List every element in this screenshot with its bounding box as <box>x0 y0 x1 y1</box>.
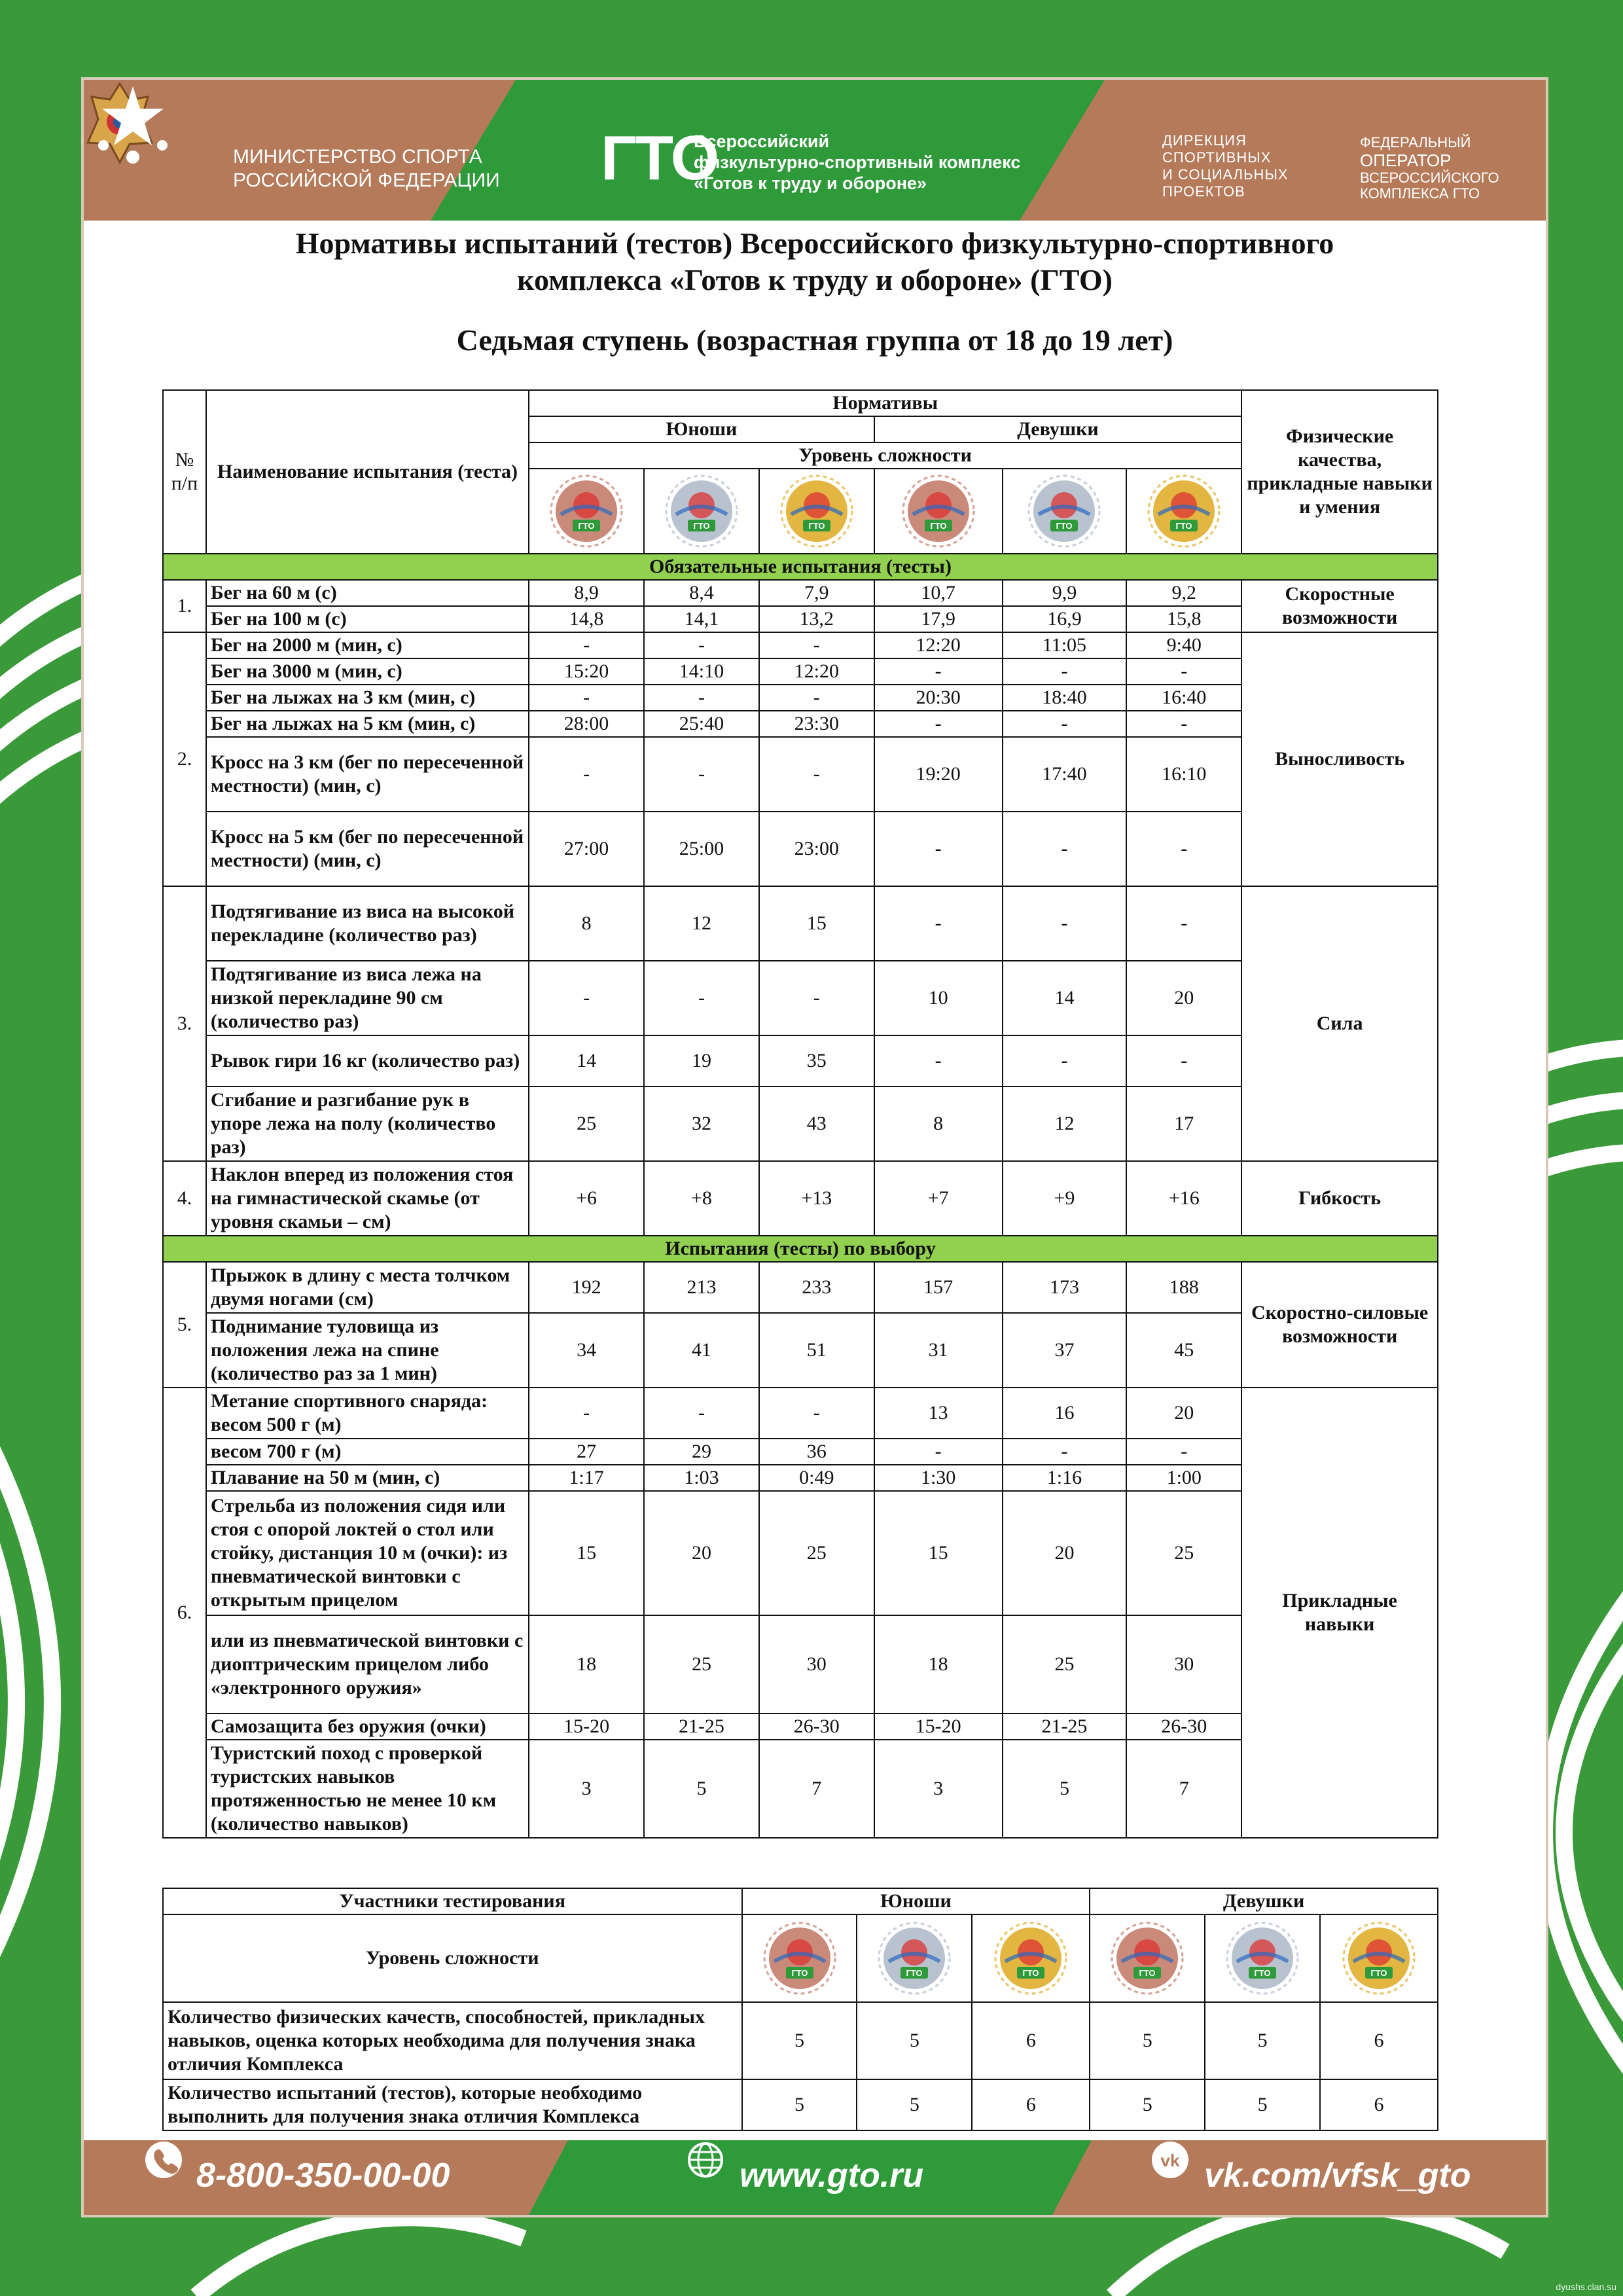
test-name: Бег на 2000 м (мин, с) <box>206 632 529 658</box>
test-name: Бег на 100 м (с) <box>206 606 529 632</box>
row-number: 2. <box>163 632 206 886</box>
norm-value: 51 <box>759 1313 874 1388</box>
test-name: Сгибание и разгибание рук в упоре лежа на полу (количество раз) <box>206 1086 529 1161</box>
norm-value: - <box>874 812 1003 886</box>
test-name: Плавание на 50 м (мин, с) <box>206 1465 529 1491</box>
norm-value: 25 <box>1126 1491 1241 1615</box>
norm-value: 20 <box>1126 961 1241 1035</box>
table-row <box>163 1388 1438 1439</box>
participants-header: Участники тестирования <box>163 1888 742 1914</box>
col-boys-header: Юноши <box>529 416 874 442</box>
table-row <box>163 1262 1438 1313</box>
summary-value: 5 <box>742 2079 857 2130</box>
summary-value: 5 <box>1090 2002 1205 2079</box>
norm-value: - <box>529 1388 644 1439</box>
gto-badge-icon <box>663 473 740 550</box>
norm-value: - <box>529 632 644 658</box>
norm-value: - <box>874 886 1003 961</box>
test-name: Бег на лыжах на 3 км (мин, с) <box>206 685 529 711</box>
norm-value: 12 <box>1003 1086 1127 1161</box>
gto-badge-icon <box>1145 473 1222 550</box>
gto-logo: ГТО <box>601 123 719 193</box>
norm-value: 19:20 <box>874 737 1003 812</box>
norm-value: 213 <box>644 1262 759 1313</box>
test-name: Кросс на 5 км (бег по пересеченной местности) (мин, с) <box>206 812 529 886</box>
table-row <box>163 632 1438 658</box>
norm-value: 17,9 <box>874 606 1003 632</box>
svg-text:ГТО: ГТО <box>1254 1968 1271 1978</box>
table-row <box>163 1161 1438 1236</box>
norm-value: 192 <box>529 1262 644 1313</box>
col-girls-header: Девушки <box>874 416 1241 442</box>
physical-quality: Прикладные навыки <box>1241 1388 1438 1838</box>
norm-value: 14,1 <box>644 606 759 632</box>
norm-value: 45 <box>1126 1313 1241 1388</box>
summary-value: 6 <box>1320 2002 1438 2079</box>
test-name: Поднимание туловища из положения лежа на спине (количество раз за 1 мин) <box>206 1313 529 1388</box>
summary-value: 6 <box>972 2079 1090 2130</box>
norm-value: 21-25 <box>1003 1713 1127 1740</box>
test-name: Бег на 60 м (с) <box>206 580 529 606</box>
summary-value: 6 <box>1320 2079 1438 2130</box>
col-quality-header: Физические качества, прикладные навыки и умения <box>1241 390 1438 554</box>
norm-value: - <box>1126 1035 1241 1086</box>
norm-value: - <box>1003 886 1127 961</box>
norm-value: 10,7 <box>874 580 1003 606</box>
norm-value: 1:00 <box>1126 1465 1241 1491</box>
poster-sheet <box>84 80 1546 2215</box>
norm-value: 188 <box>1126 1262 1241 1313</box>
norm-value: +7 <box>874 1161 1003 1236</box>
norm-value: 18:40 <box>1003 685 1127 711</box>
norm-value: - <box>874 1439 1003 1465</box>
norm-value: 25 <box>529 1086 644 1161</box>
summary-boys-header: Юноши <box>742 1888 1090 1914</box>
norm-value: 12 <box>644 886 759 961</box>
norm-value: - <box>1126 711 1241 737</box>
norm-value: +13 <box>759 1161 874 1236</box>
norm-value: 34 <box>529 1313 644 1388</box>
svg-text:vk: vk <box>1160 2151 1180 2170</box>
norm-value: 15-20 <box>529 1713 644 1740</box>
test-name: Самозащита без оружия (очки) <box>206 1713 529 1740</box>
norm-value: 14:10 <box>644 658 759 685</box>
norm-value: 5 <box>644 1740 759 1838</box>
norm-value: - <box>874 658 1003 685</box>
vk-link[interactable]: vk.com/vfsk_gto <box>1204 2157 1471 2195</box>
norm-value: 12:20 <box>874 632 1003 658</box>
norm-value: 15:20 <box>529 658 644 685</box>
section-optional: Испытания (тесты) по выбору <box>163 1236 1438 1262</box>
svg-text:ГТО: ГТО <box>930 521 947 531</box>
svg-text:ГТО: ГТО <box>1022 1968 1039 1978</box>
norm-value: - <box>1126 658 1241 685</box>
norm-value: - <box>529 685 644 711</box>
norm-value: 28:00 <box>529 711 644 737</box>
test-name: Рывок гири 16 кг (количество раз) <box>206 1035 529 1086</box>
norm-value: 15 <box>874 1491 1003 1615</box>
norm-value: 16 <box>1003 1388 1127 1439</box>
summary-value: 5 <box>857 2079 972 2130</box>
operator-name: ФЕДЕРАЛЬНЫЙ ОПЕРАТОР ВСЕРОССИЙСКОГО КОМПЛЕКСА ГТО <box>1360 134 1499 202</box>
norm-value: 1:30 <box>874 1465 1003 1491</box>
norm-value: 3 <box>529 1740 644 1838</box>
col-name-header: Наименование испытания (теста) <box>206 390 529 554</box>
test-name: весом 700 г (м) <box>206 1439 529 1465</box>
norm-value: 25 <box>759 1491 874 1615</box>
norm-value: 15 <box>759 886 874 961</box>
svg-text:ГТО: ГТО <box>906 1968 923 1978</box>
test-name: Прыжок в длину с места толчком двумя ногами (см) <box>206 1262 529 1313</box>
norm-value: 30 <box>759 1615 874 1713</box>
norm-value: 20 <box>1126 1388 1241 1439</box>
test-name: Туристский поход с проверкой туристских навыков протяженностью не менее 10 км (количество навыков) <box>206 1740 529 1838</box>
norm-value: 43 <box>759 1086 874 1161</box>
summary-row-label: Количество испытаний (тестов), которые необходимо выполнить для получения знака отличия Комплекса <box>163 2079 742 2130</box>
norm-value: 30 <box>1126 1615 1241 1713</box>
norm-value: 18 <box>874 1615 1003 1713</box>
norm-value: 1:16 <box>1003 1465 1127 1491</box>
norm-value: +6 <box>529 1161 644 1236</box>
physical-quality: Скоростно-силовые возможности <box>1241 1262 1438 1388</box>
gto-complex-name: Всероссийский физкультурно-спортивный комплекс «Готов к труду и обороне» <box>694 132 1021 193</box>
norm-value: 15,8 <box>1126 606 1241 632</box>
svg-text:ГТО: ГТО <box>791 1968 808 1978</box>
phone-number[interactable]: 8-800-350-00-00 <box>196 2157 450 2195</box>
norm-value: 14 <box>1003 961 1127 1035</box>
gto-badge-icon <box>1109 1920 1186 1997</box>
test-name: Бег на лыжах на 5 км (мин, с) <box>206 711 529 737</box>
norm-value: - <box>1003 1035 1127 1086</box>
norm-value: 32 <box>644 1086 759 1161</box>
norm-value: 18 <box>529 1615 644 1713</box>
row-number: 3. <box>163 886 206 1161</box>
gto-badge-icon <box>761 1920 838 1997</box>
norm-value: - <box>1003 1439 1127 1465</box>
norm-value: 14,8 <box>529 606 644 632</box>
svg-text:ГТО: ГТО <box>1056 521 1073 531</box>
norm-value: - <box>759 961 874 1035</box>
direction-name: ДИРЕКЦИЯ СПОРТИВНЫХ И СОЦИАЛЬНЫХ ПРОЕКТОВ <box>1162 132 1289 200</box>
summary-value: 5 <box>857 2002 972 2079</box>
norm-value: 14 <box>529 1035 644 1086</box>
norm-value: 16:10 <box>1126 737 1241 812</box>
norm-value: - <box>1126 812 1241 886</box>
norm-value: 23:00 <box>759 812 874 886</box>
svg-text:ГТО: ГТО <box>693 521 710 531</box>
summary-value: 6 <box>972 2002 1090 2079</box>
norm-value: - <box>874 711 1003 737</box>
norms-table <box>162 389 1438 1839</box>
test-name: Стрельба из положения сидя или стоя с опорой локтей о стол или стойку, дистанция 10 м (очки): из пневматической винтовки с открытым прицелом <box>206 1491 529 1615</box>
summary-row-label: Количество физических качеств, способностей, прикладных навыков, оценка которых необходима для получения знака отличия Комплекса <box>163 2002 742 2079</box>
norm-value: 26-30 <box>759 1713 874 1740</box>
gto-badge-icon <box>778 473 855 550</box>
norm-value: 25 <box>1003 1615 1127 1713</box>
norm-value: - <box>1003 658 1127 685</box>
norm-value: - <box>1126 1439 1241 1465</box>
norm-value: 5 <box>1003 1740 1127 1838</box>
norm-value: 13,2 <box>759 606 874 632</box>
phone-icon <box>144 2140 183 2179</box>
norm-value: 17:40 <box>1003 737 1127 812</box>
norm-value: 7 <box>759 1740 874 1838</box>
norm-value: 25 <box>644 1615 759 1713</box>
summary-level-label: Уровень сложности <box>163 1914 742 2002</box>
norm-value: 12:20 <box>759 658 874 685</box>
gto-badge-icon <box>992 1920 1069 1997</box>
test-name: Метание спортивного снаряда: весом 500 г (м) <box>206 1388 529 1439</box>
physical-quality: Сила <box>1241 886 1438 1161</box>
website-link[interactable]: www.gto.ru <box>740 2157 924 2195</box>
row-number: 1. <box>163 580 206 632</box>
norm-value: 23:30 <box>759 711 874 737</box>
norm-value: - <box>1126 886 1241 961</box>
norm-value: - <box>759 685 874 711</box>
svg-text:ГТО: ГТО <box>1370 1968 1387 1978</box>
norm-value: 15 <box>529 1491 644 1615</box>
page-subtitle: Седьмая ступень (возрастная группа от 18 до 19 лет) <box>456 323 1173 357</box>
norm-value: 25:40 <box>644 711 759 737</box>
norm-value: - <box>644 961 759 1035</box>
header-banner <box>84 80 1546 221</box>
norm-value: - <box>644 737 759 812</box>
summary-value: 5 <box>1090 2079 1205 2130</box>
norm-value: - <box>874 1035 1003 1086</box>
norm-value: +16 <box>1126 1161 1241 1236</box>
test-name: Наклон вперед из положения стоя на гимнастической скамье (от уровня скамьи – см) <box>206 1161 529 1236</box>
norm-value: 31 <box>874 1313 1003 1388</box>
norm-value: 7 <box>1126 1740 1241 1838</box>
row-number: 6. <box>163 1388 206 1838</box>
norm-value: - <box>1003 812 1127 886</box>
norm-value: 9,9 <box>1003 580 1127 606</box>
norm-value: - <box>759 737 874 812</box>
norm-value: 29 <box>644 1439 759 1465</box>
norm-value: 7,9 <box>759 580 874 606</box>
row-number: 4. <box>163 1161 206 1236</box>
physical-quality: Гибкость <box>1241 1161 1438 1236</box>
col-number-header: № п/п <box>163 390 206 554</box>
norm-value: 16,9 <box>1003 606 1127 632</box>
norm-value: 8 <box>529 886 644 961</box>
ministry-name: МИНИСТЕРСТВО СПОРТА РОССИЙСКОЙ ФЕДЕРАЦИИ <box>233 146 500 191</box>
norm-value: 27 <box>529 1439 644 1465</box>
page-title: Нормативы испытаний (тестов) Всероссийского физкультурно-спортивного комплекса «Готов к труду и обороне» (ГТО) <box>295 226 1334 296</box>
norm-value: 10 <box>874 961 1003 1035</box>
summary-value: 5 <box>1205 2079 1320 2130</box>
row-number: 5. <box>163 1262 206 1388</box>
norm-value: 1:17 <box>529 1465 644 1491</box>
svg-text:ГТО: ГТО <box>1175 521 1192 531</box>
norm-value: 20:30 <box>874 685 1003 711</box>
test-name: Кросс на 3 км (бег по пересеченной местности) (мин, с) <box>206 737 529 812</box>
table-row <box>163 580 1438 606</box>
norm-value: 25:00 <box>644 812 759 886</box>
physical-quality: Выносливость <box>1241 632 1438 886</box>
test-name: Подтягивание из виса на высокой перекладине (количество раз) <box>206 886 529 961</box>
physical-quality: Скоростные возможности <box>1241 580 1438 632</box>
norm-value: - <box>644 685 759 711</box>
norm-value: 16:40 <box>1126 685 1241 711</box>
norm-value: 17 <box>1126 1086 1241 1161</box>
norm-value: 15-20 <box>874 1713 1003 1740</box>
source-credit: dyushs.clan.su <box>1556 2282 1616 2292</box>
norm-value: - <box>1003 711 1127 737</box>
summary-value: 5 <box>742 2002 857 2079</box>
norm-value: 13 <box>874 1388 1003 1439</box>
svg-text:ГТО: ГТО <box>808 521 825 531</box>
gto-badge-icon <box>1224 1920 1301 1997</box>
norm-value: - <box>644 632 759 658</box>
gto-badge-icon <box>900 473 977 550</box>
norm-value: - <box>759 632 874 658</box>
summary-value: 5 <box>1205 2002 1320 2079</box>
norm-value: 8,9 <box>529 580 644 606</box>
norm-value: 37 <box>1003 1313 1127 1388</box>
norm-value: 3 <box>874 1740 1003 1838</box>
summary-girls-header: Девушки <box>1090 1888 1438 1914</box>
test-name: Подтягивание из виса лежа на низкой перекладине 90 см (количество раз) <box>206 961 529 1035</box>
norm-value: 8,4 <box>644 580 759 606</box>
col-level-header: Уровень сложности <box>529 442 1241 469</box>
summary-table <box>162 1888 1438 2131</box>
norm-value: - <box>529 737 644 812</box>
gto-badge-icon <box>548 473 625 550</box>
norm-value: 19 <box>644 1035 759 1086</box>
norm-value: +8 <box>644 1161 759 1236</box>
norm-value: +9 <box>1003 1161 1127 1236</box>
footer-banner <box>84 2140 1546 2215</box>
norm-value: 20 <box>644 1491 759 1615</box>
table-row <box>163 886 1438 961</box>
section-mandatory: Обязательные испытания (тесты) <box>163 554 1438 580</box>
norm-value: 11:05 <box>1003 632 1127 658</box>
norm-value: 27:00 <box>529 812 644 886</box>
norm-value: 36 <box>759 1439 874 1465</box>
norm-value: 9:40 <box>1126 632 1241 658</box>
norm-value: - <box>529 961 644 1035</box>
star-logo-icon <box>84 80 182 178</box>
norm-value: 21-25 <box>644 1713 759 1740</box>
norm-value: 0:49 <box>759 1465 874 1491</box>
vk-icon <box>1150 2140 1190 2179</box>
test-name: Бег на 3000 м (мин, с) <box>206 658 529 685</box>
norm-value: 233 <box>759 1262 874 1313</box>
norm-value: 9,2 <box>1126 580 1241 606</box>
gto-badge-icon <box>876 1920 953 1997</box>
svg-text:ГТО: ГТО <box>578 521 595 531</box>
norm-value: 26-30 <box>1126 1713 1241 1740</box>
svg-text:ГТО: ГТО <box>1139 1968 1156 1978</box>
norm-value: 173 <box>1003 1262 1127 1313</box>
norm-value: 20 <box>1003 1491 1127 1615</box>
norm-value: - <box>644 1388 759 1439</box>
norm-value: 8 <box>874 1086 1003 1161</box>
gto-badge-icon <box>1340 1920 1418 1997</box>
col-norms-header: Нормативы <box>529 390 1241 416</box>
norm-value: - <box>759 1388 874 1439</box>
norm-value: 41 <box>644 1313 759 1388</box>
norm-value: 35 <box>759 1035 874 1086</box>
test-name: или из пневматической винтовки с диоптрическим прицелом либо «электронного оружия» <box>206 1615 529 1713</box>
gto-badge-icon <box>1026 473 1103 550</box>
norm-value: 157 <box>874 1262 1003 1313</box>
norm-value: 1:03 <box>644 1465 759 1491</box>
globe-icon <box>686 2140 725 2179</box>
